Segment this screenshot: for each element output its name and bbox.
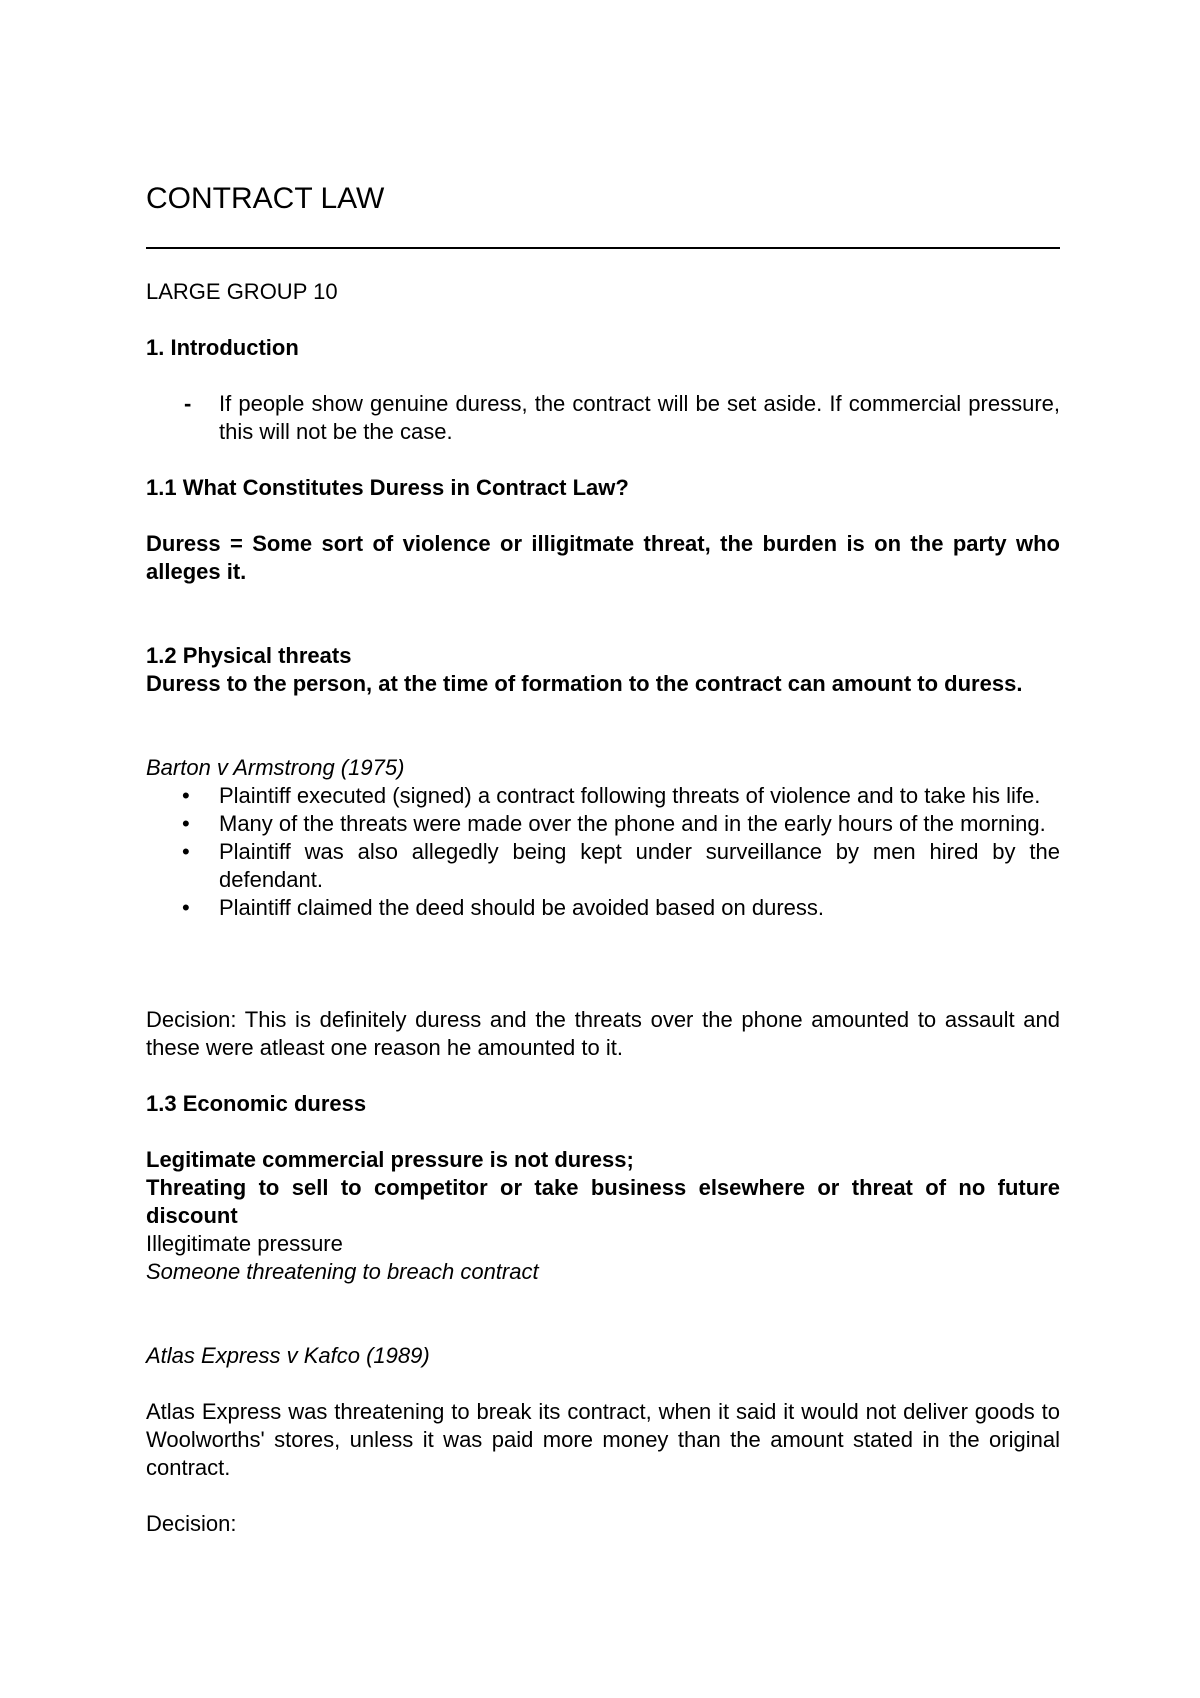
list-item bbox=[146, 894, 1060, 922]
list-item-text: Many of the threats were made over the phone and in the early hours of the morning. bbox=[219, 811, 1046, 836]
section-1-3-heading: 1.3 Economic duress bbox=[146, 1091, 367, 1116]
section-1-2-subheading: Duress to the person, at the time of formation to the contract can amount to duress. bbox=[146, 671, 1023, 696]
barton-decision: Decision: This is definitely duress and the threats over the phone amounted to assault and these were atleast one reason he amounted to it. bbox=[146, 1007, 1060, 1060]
title-divider bbox=[146, 247, 1060, 249]
list-item bbox=[146, 838, 1060, 894]
case-atlas-v-kafco: Atlas Express v Kafco (1989) bbox=[146, 1343, 430, 1368]
legitimate-pressure-text: Legitimate commercial pressure is not duress; bbox=[146, 1147, 634, 1172]
document-title: CONTRACT LAW bbox=[146, 182, 385, 215]
threatening-text: Threating to sell to competitor or take business elsewhere or threat of no future discount bbox=[146, 1175, 1060, 1228]
section-1-2-heading: 1.2 Physical threats bbox=[146, 643, 352, 668]
bullet-icon: • bbox=[182, 783, 190, 808]
group-heading: LARGE GROUP 10 bbox=[146, 279, 338, 304]
atlas-case-facts: Atlas Express was threatening to break its contract, when it said it would not deliver goods to Woolworths' stores, unless it was paid more money than the amount stated in the original contract. bbox=[146, 1399, 1060, 1480]
intro-heading: 1. Introduction bbox=[146, 335, 299, 360]
list-item-text: Plaintiff claimed the deed should be avoided based on duress. bbox=[219, 895, 825, 920]
bullet-icon: • bbox=[182, 811, 190, 836]
atlas-decision-label: Decision: bbox=[146, 1511, 237, 1536]
list-item bbox=[146, 810, 1060, 838]
illegitimate-pressure-text: Illegitimate pressure bbox=[146, 1231, 343, 1256]
bullet-icon: • bbox=[182, 895, 190, 920]
list-item bbox=[146, 782, 1060, 810]
section-1-1-heading: 1.1 What Constitutes Duress in Contract Law? bbox=[146, 475, 629, 500]
list-item-text: Plaintiff executed (signed) a contract following threats of violence and to take his life. bbox=[219, 783, 1041, 808]
duress-definition: Duress = Some sort of violence or illigitmate threat, the burden is on the party who alleges it. bbox=[146, 531, 1060, 584]
case-barton-v-armstrong: Barton v Armstrong (1975) bbox=[146, 755, 405, 780]
dash-marker: - bbox=[184, 391, 192, 416]
intro-dash-text: If people show genuine duress, the contract will be set aside. If commercial pressure, this will not be the case. bbox=[219, 391, 1060, 444]
bullet-icon: • bbox=[182, 839, 190, 864]
barton-facts-list bbox=[146, 782, 1060, 922]
list-item-text: Plaintiff was also allegedly being kept under surveillance by men hired by the defendant. bbox=[219, 839, 1060, 892]
illegitimate-example-text: Someone threatening to breach contract bbox=[146, 1259, 539, 1284]
